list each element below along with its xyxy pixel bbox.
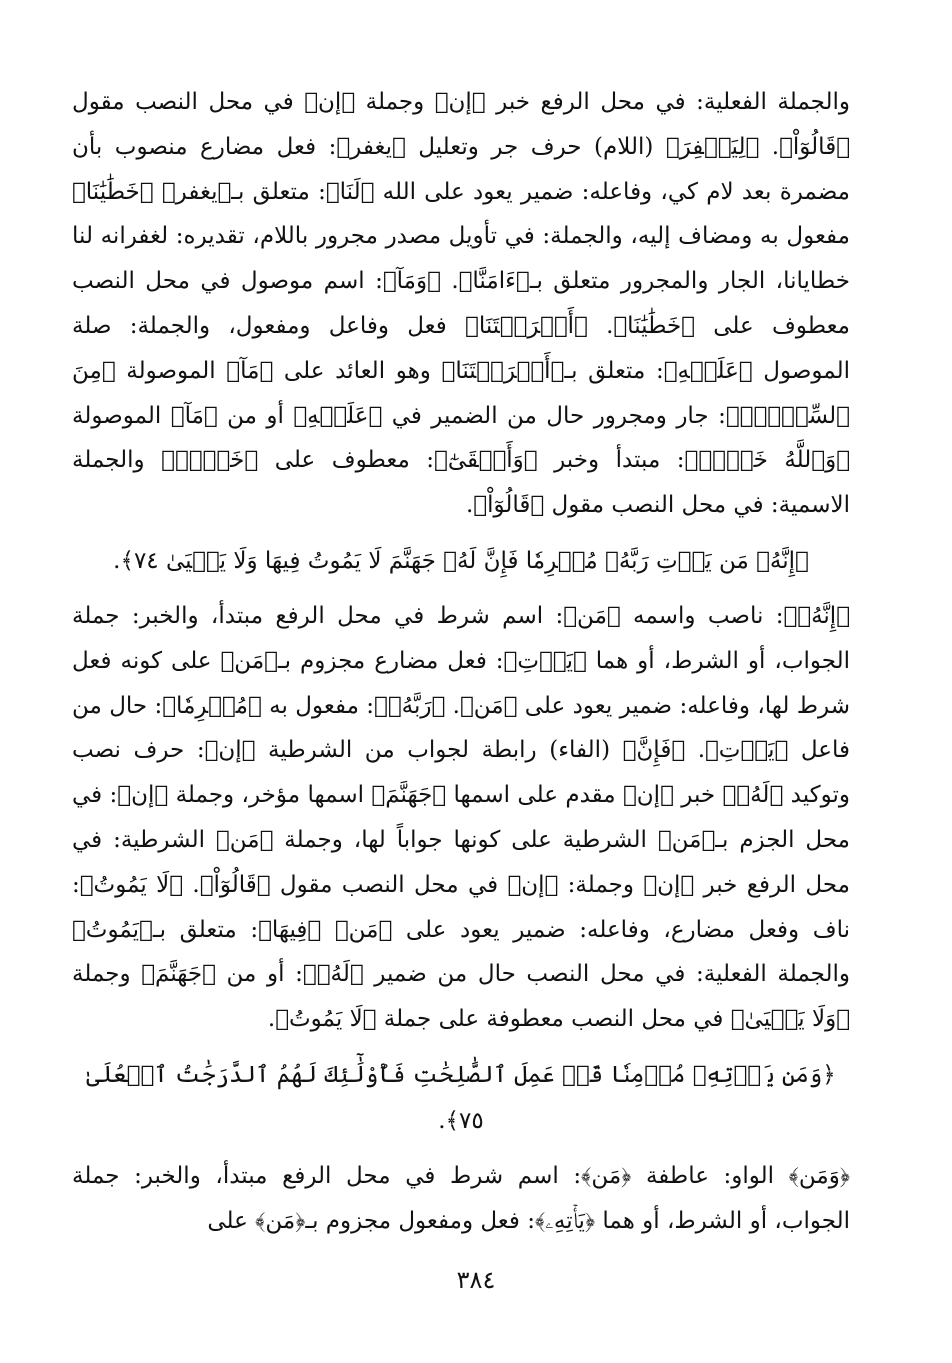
commentary-paragraph: ﴿وَمَن﴾ الواو: عاطفة ﴿مَن﴾: اسم شرط في محل الرفع مبتدأ، والخبر: جملة الجواب، أو الشرط، أو هما ﴿يَأۡتِهِۦ﴾: فعل ومفعول مجزوم بـ﴿مَن﴾ على bbox=[72, 1162, 850, 1234]
quran-verse-75: ﴿وَمَن يَأۡتِهِۦ مُؤۡمِنٗا قَدۡ عَمِلَ ٱلصَّٰلِحَٰتِ فَأُوْلَٰٓئِكَ لَهُمُ ٱلدَّرَجَٰتُ ٱلۡعُلَىٰ ٧٥﴾. bbox=[86, 1061, 836, 1134]
page-number: ٣٨٤ bbox=[456, 1266, 496, 1294]
commentary-paragraph: والجملة الفعلية: في محل الرفع خبر ﴿إن﴾ وجملة ﴿إن﴾ في محل النصب مقول ﴿قَالُوٓاْ﴾. ﴿لِيَغۡفِرَ﴾ (اللام) حرف جر وتعليل ﴿يغفر﴾: فعل مضارع منصوب بأن مضمرة بعد لام كي، وفاعله: ضمير يعود على الله ﴿لَنَا﴾: متعلق بـ﴿يغفر﴾ ﴿خَطَٰيَٰنَا﴾ مفعول به ومضاف إليه، والجملة: في تأويل مصدر مجرور باللام، تقديره: لغفرانه لنا خطايانا، الجار والمجرور متعلق بـ﴿ءَامَنَّا﴾. ﴿وَمَآ﴾: اسم موصول في محل النصب معطوف على ﴿خَطَٰيَٰنَا﴾. ﴿أَكۡرَهۡتَنَا﴾ فعل وفاعل ومفعول، والجملة: صلة الموصول ﴿عَلَيۡهِ﴾: متعلق بـ﴿أَكۡرَهۡتَنَا﴾ وهو العائد على ﴿مَآ﴾ الموصولة ﴿مِنَ ٱلسِّحۡرِۗ﴾: جار ومجرور حال من الضمير في ﴿عَلَيۡهِ﴾ أو من ﴿مَآ﴾ الموصولة ﴿وَٱللَّهُ خَيۡرٞ﴾: مبتدأ وخبر ﴿وَأَبۡقَىٰٓ﴾: معطوف على ﴿خَيۡرٞ﴾ والجملة الاسمية: في محل النصب مقول ﴿قَالُوٓاْ﴾. bbox=[72, 89, 850, 519]
page-body bbox=[72, 80, 850, 1244]
commentary-paragraph: ﴿إِنَّهُۥ﴾: ناصب واسمه ﴿مَن﴾: اسم شرط في محل الرفع مبتدأ، والخبر: جملة الجواب، أو الشرط، أو هما ﴿يَأۡتِ﴾: فعل مضارع مجزوم بـ﴿مَن﴾ على كونه فعل شرط لها، وفاعله: ضمير يعود على ﴿مَن﴾. ﴿رَبَّهُۥ﴾: مفعول به ﴿مُجۡرِمٗا﴾: حال من فاعل ﴿يَأۡتِ﴾. ﴿فَإِنَّ﴾ (الفاء) رابطة لجواب من الشرطية ﴿إن﴾: حرف نصب وتوكيد ﴿لَهُۥ﴾ خبر ﴿إن﴾ مقدم على اسمها ﴿جَهَنَّمَ﴾ اسمها مؤخر، وجملة ﴿إن﴾: في محل الجزم بـ﴿مَن﴾ الشرطية على كونها جواباً لها، وجملة ﴿مَن﴾ الشرطية: في محل الرفع خبر ﴿إن﴾ وجملة: ﴿إن﴾ في محل النصب مقول ﴿قَالُوٓاْ﴾. ﴿لَا يَمُوتُ﴾: ناف وفعل مضارع، وفاعله: ضمير يعود على ﴿مَن﴾ ﴿فِيهَا﴾: متعلق بـ﴿يَمُوتُ﴾ والجملة الفعلية: في محل النصب حال من ضمير ﴿لَهُۥ﴾: أو من ﴿جَهَنَّمَ﴾ وجملة ﴿وَلَا يَحۡيَىٰ﴾ في محل النصب معطوفة على جملة ﴿لَا يَمُوتُ﴾. bbox=[72, 602, 850, 1033]
quran-verse-74: ﴿إِنَّهُۥ مَن يَأۡتِ رَبَّهُۥ مُجۡرِمٗا فَإِنَّ لَهُۥ جَهَنَّمَ لَا يَمُوتُ فِيهَا وَلَا يَحۡيَىٰ ٧٤﴾. bbox=[113, 547, 809, 574]
